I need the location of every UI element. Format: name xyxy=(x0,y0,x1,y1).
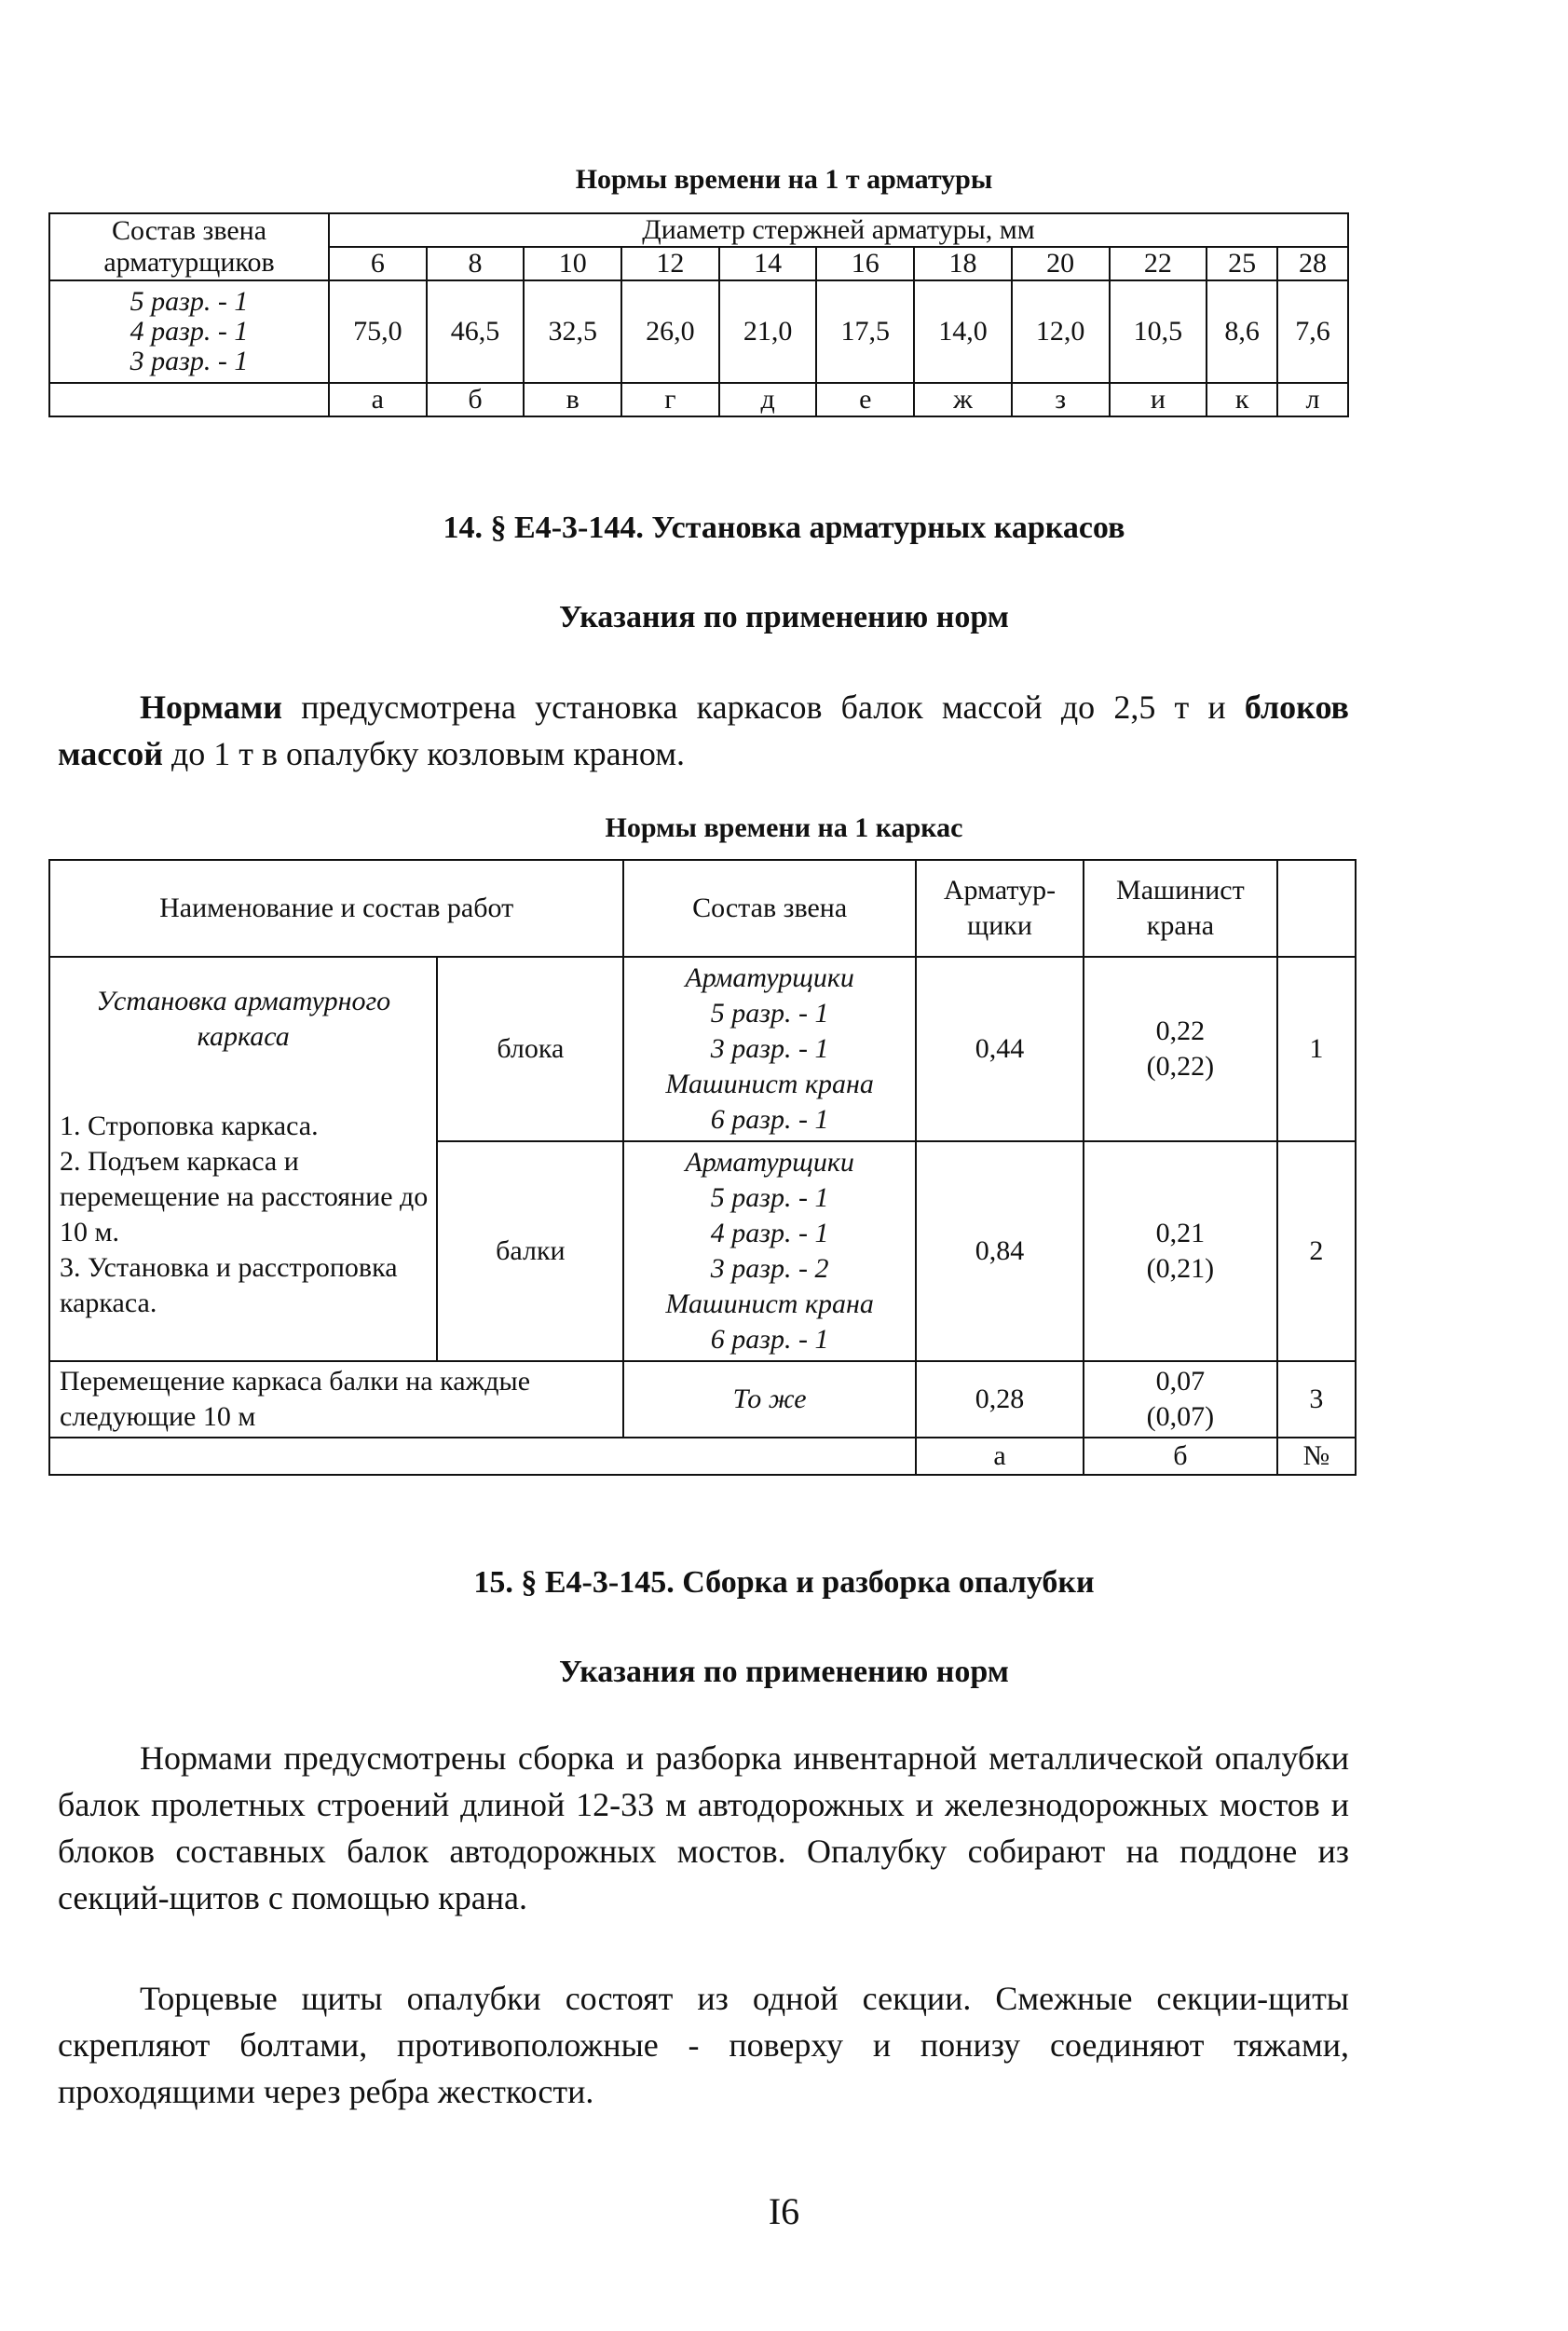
section14-title: 14. § Е4-3-144. Установка арматурных каркасов xyxy=(443,511,1125,545)
diameter-6: 6 xyxy=(329,247,427,280)
crane-value-block: 0,22 (0,22) xyxy=(1084,957,1277,1141)
crew-beam: Арматурщики 5 разр. - 1 4 разр. - 1 3 разр. - 2 Машинист крана 6 разр. - 1 xyxy=(623,1141,916,1361)
diameter-10: 10 xyxy=(524,247,621,280)
table2-caption: Нормы времени на 1 каркас xyxy=(605,812,963,843)
crane-value-move: 0,07 (0,07) xyxy=(1084,1361,1277,1438)
page-number: I6 xyxy=(768,2190,800,2232)
column-letter: и xyxy=(1110,383,1207,416)
column-letter: з xyxy=(1012,383,1110,416)
norm-value: 7,6 xyxy=(1277,280,1348,383)
table-rebar-norms xyxy=(48,212,1349,417)
norm-value: 75,0 xyxy=(329,280,427,383)
object-block: блока xyxy=(437,957,623,1141)
crew-block: Арматурщики 5 разр. - 1 3 разр. - 1 Машинист крана 6 разр. - 1 xyxy=(623,957,916,1141)
diameter-18: 18 xyxy=(914,247,1012,280)
row-number-2: 2 xyxy=(1277,1141,1356,1361)
crew-same: То же xyxy=(623,1361,916,1438)
move-frame-work: Перемещение каркаса балки на каждые следующие 10 м xyxy=(49,1361,623,1438)
section15-paragraph-2: Торцевые щиты опалубки состоят из одной секции. Смежные секции-щиты скрепляют болтами, противоположные - поверху и понизу соединяют тяжами, проходящими через ребра жесткости. xyxy=(58,1980,1349,2110)
column-letter: е xyxy=(816,383,914,416)
section14-subtitle: Указания по применению норм xyxy=(559,600,1009,634)
norm-value: 32,5 xyxy=(524,280,621,383)
norm-value: 26,0 xyxy=(621,280,719,383)
column-letter: б xyxy=(427,383,525,416)
section15-subtitle: Указания по применению норм xyxy=(559,1655,1009,1689)
diameter-22: 22 xyxy=(1110,247,1207,280)
section15-title: 15. § Е4-3-145. Сборка и разборка опалубки xyxy=(473,1565,1095,1600)
foot-letter-b: б xyxy=(1084,1438,1277,1475)
column-letter: ж xyxy=(914,383,1012,416)
arm-value-beam: 0,84 xyxy=(916,1141,1084,1361)
work-description: Установка арматурного каркаса 1. Строповка каркаса. 2. Подъем каркаса и перемещение на расстояние до 10 м. 3. Установка и расстроповка каркаса. xyxy=(49,957,437,1361)
header-crane-operator: Машинист крана xyxy=(1084,860,1277,957)
diameter-28: 28 xyxy=(1277,247,1348,280)
crane-value-beam: 0,21 (0,21) xyxy=(1084,1141,1277,1361)
norm-value: 12,0 xyxy=(1012,280,1110,383)
diameter-8: 8 xyxy=(427,247,525,280)
norm-value: 14,0 xyxy=(914,280,1012,383)
header-empty xyxy=(1277,860,1356,957)
column-letter: л xyxy=(1277,383,1348,416)
column-letter: к xyxy=(1207,383,1277,416)
header-crew-composition: Состав звена xyxy=(623,860,916,957)
section15-paragraph-1: Нормами предусмотрены сборка и разборка инвентарной металлической опалубки балок пролетных строений длиной 12-33 м автодорожных и железнодорожных мостов и блоков составных балок автодорожных мостов. Опалубку собирают на поддоне из секций-щитов с помощью крана. xyxy=(58,1739,1349,1916)
letters-blank xyxy=(49,383,329,416)
diameter-20: 20 xyxy=(1012,247,1110,280)
arm-value-move: 0,28 xyxy=(916,1361,1084,1438)
foot-blank xyxy=(49,1438,916,1475)
norm-value: 10,5 xyxy=(1110,280,1207,383)
header-crew: Состав звена арматурщиков xyxy=(49,213,329,280)
header-work-name: Наименование и состав работ xyxy=(49,860,623,957)
table-frame-norms xyxy=(48,859,1357,1476)
table1-caption: Нормы времени на 1 т арматуры xyxy=(575,164,993,195)
foot-number-sign: № xyxy=(1277,1438,1356,1475)
section14-paragraph: Нормами предусмотрена установка каркасов балок массой до 2,5 т и блоков массой до 1 т в опалубку козловым краном. xyxy=(58,688,1349,772)
diameter-14: 14 xyxy=(719,247,817,280)
norm-value: 17,5 xyxy=(816,280,914,383)
row-number-1: 1 xyxy=(1277,957,1356,1141)
column-letter: в xyxy=(524,383,621,416)
header-diameter: Диаметр стержней арматуры, мм xyxy=(329,213,1348,247)
diameter-12: 12 xyxy=(621,247,719,280)
header-rebar-workers: Арматур-щики xyxy=(916,860,1084,957)
norm-value: 8,6 xyxy=(1207,280,1277,383)
diameter-16: 16 xyxy=(816,247,914,280)
row-number-3: 3 xyxy=(1277,1361,1356,1438)
norm-value: 46,5 xyxy=(427,280,525,383)
norm-value: 21,0 xyxy=(719,280,817,383)
crew-composition: 5 разр. - 1 4 разр. - 1 3 разр. - 1 xyxy=(49,280,329,383)
object-beam: балки xyxy=(437,1141,623,1361)
foot-letter-a: а xyxy=(916,1438,1084,1475)
arm-value-block: 0,44 xyxy=(916,957,1084,1141)
column-letter: д xyxy=(719,383,817,416)
column-letter: а xyxy=(329,383,427,416)
diameter-25: 25 xyxy=(1207,247,1277,280)
column-letter: г xyxy=(621,383,719,416)
